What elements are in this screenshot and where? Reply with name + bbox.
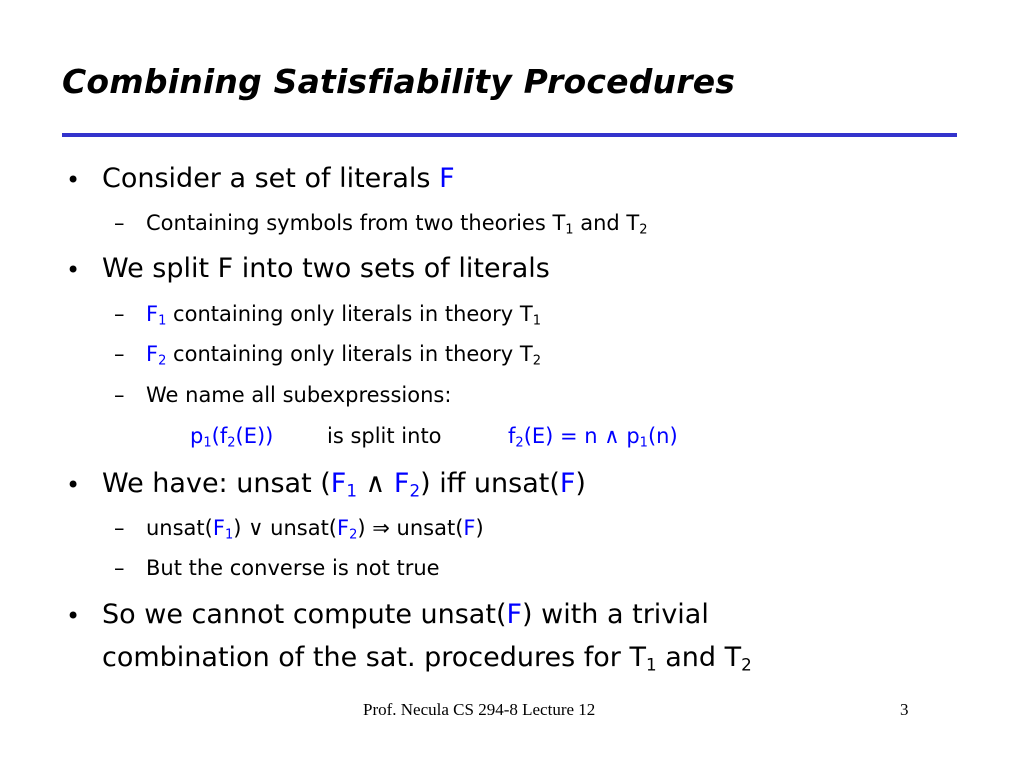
footer-text: Prof. Necula CS 294-8 Lecture 12 <box>363 700 596 719</box>
bullet: • <box>66 471 81 499</box>
subitem-unsat-implication: $unsat(F_1)$ ∨ $unsat(F_2)$ ⇒ unsat(F) <box>146 516 484 543</box>
bullet: • <box>66 166 81 194</box>
subitem-name-subexpressions: We name all subexpressions: <box>146 383 452 407</box>
bullet: • <box>66 602 81 630</box>
formula-lhs: $p_1(f_2(E))$ <box>190 424 274 451</box>
formula-rhs: $f_2(E) = n$ ∧ $p_1(n)$ <box>508 424 678 451</box>
bullet-cannot-compute: So we cannot compute unsat(F) with a trivial <box>102 599 709 630</box>
dash: – <box>114 211 125 235</box>
dash: – <box>114 342 125 366</box>
page-number: 3 <box>900 700 909 719</box>
dash: – <box>114 556 125 580</box>
dash: – <box>114 516 125 540</box>
bullet-cannot-compute-line2: combination of the sat. procedures for $T_1$ and $T_2$ <box>102 642 752 675</box>
subitem-f2-theory: $F_2$ containing only literals in theory $T_2$ <box>146 342 541 369</box>
dash: – <box>114 302 125 326</box>
bullet-consider-literals: Consider a set of literals F <box>102 163 455 194</box>
subitem-f1-theory: $F_1$ containing only literals in theory $T_1$ <box>146 302 541 329</box>
dash: – <box>114 383 125 407</box>
slide-title: Combining Satisfiability Procedures <box>62 62 736 101</box>
formula-split-into: is split into <box>327 424 442 448</box>
title-underline <box>62 133 957 137</box>
subitem-two-theories: Containing symbols from two theories $T_1$ and $T_2$ <box>146 211 648 238</box>
bullet-we-have-unsat: We have: unsat ($F_1$ ∧ $F_2$) iff unsat(F) <box>102 468 586 501</box>
bullet-split-f: We split F into two sets of literals <box>102 253 550 284</box>
bullet: • <box>66 256 81 284</box>
subitem-converse-not-true: But the converse is not true <box>146 556 440 580</box>
